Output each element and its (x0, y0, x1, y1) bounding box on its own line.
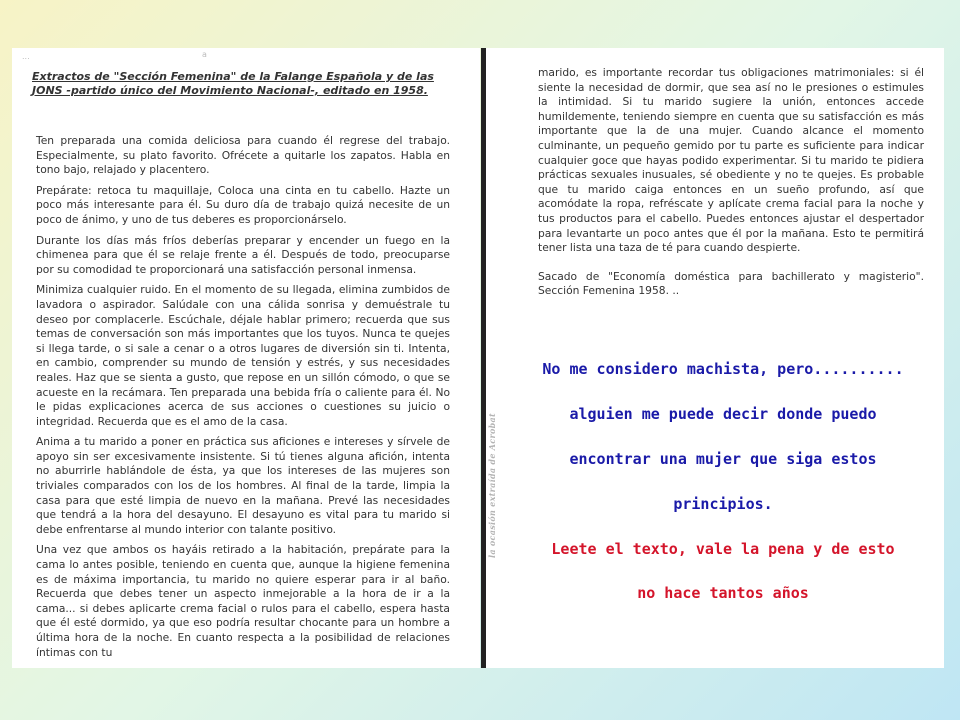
paragraph: Anima a tu marido a poner en práctica sus aficiones e intereses y sírvele de apoyo sin ser excesivamente insistente. Si tú tienes alguna afición, intenta no aburrirle hablándole de ésta, ya que los intereses de las mujeres son triviales comparados con los de los hombres. Al final de la tarde, limpia la casa para que esté limpia de nuevo en la mañana. Prevé las necesidades que tendrá a la hora del desayuno. El desayuno es vital para tu marido si debe enfrentarse al mundo interior con talante positivo. (36, 435, 450, 536)
paragraph: Durante los días más fríos deberías preparar y encender un fuego en la chimenea para que él se relaje frente a él. Después de todo, preocuparse por su comodidad te proporcionará una satisfacción personal inmensa. (36, 233, 450, 276)
scan-noise: a (202, 50, 207, 59)
right-document-page (486, 48, 944, 668)
paragraph: Minimiza cualquier ruido. En el momento de su llegada, elimina zumbidos de lavadora o aspirador. Salúdale con una cálida sonrisa y demuéstrale tu deseo por complacerle. Escúchale, déjale hablar primero; recuerda que sus temas de conversación son más importantes que los tuyos. Nunca te quejes si llega tarde, o si sale a cenar o a otros lugares de diversión sin ti. Intenta, en cambio, comprender su mundo de tensión y estrés, y sus necesidades reales. Haz que se sienta a gusto, que repose en un sillón cómodo, o que se acueste en la recámara. Ten preparada una bebida fría o caliente para él. No le pidas explicaciones acerca de sus acciones o cuestiones su juicio o integridad. Recuerda que es el amo de la casa. (36, 283, 450, 428)
comment-line-4: principios. (673, 495, 773, 513)
document-title: Extractos de "Sección Femenina" de la Falange Española y de las JONS -partido único del Movimiento Nacional-, editado en 1958. (32, 70, 434, 97)
paragraph: marido, es importante recordar tus obligaciones matrimoniales: si él siente la necesidad de dormir, que sea así no le presiones o estimules la intimidad. Si tu marido sugiere la unión, entonces accede humildemente, teniendo siempre en cuenta que su satisfacción es más importante que la de una mujer. Cuando alcance el momento culminante, un pequeño gemido por tu parte es suficiente para indicar cualquier goce que hayas podido experimentar. Si tu marido te pidiera prácticas sexuales inusuales, sé obediente y no te quejes. Es probable que tu marido caiga entonces en un sueño profundo, así que acomódate la ropa, refréscate y aplícate crema facial para la noche y tus productos para el cabello. Puedes entonces ajustar el despertador para levantarte un poco antes que él por la mañana. Esto te permitirá tener lista una taza de té para cuando despierte. (538, 66, 924, 255)
left-text-body (36, 134, 450, 666)
right-text-body (538, 66, 924, 305)
scan-noise: ... (22, 52, 30, 61)
watermark: la ocasión extraída de Acrobat (487, 412, 497, 558)
comment-line-5: Leete el texto, vale la pena y de esto (551, 540, 895, 558)
comment-line-1: No me considero machista, pero.......... (542, 360, 904, 378)
paragraph: Prepárate: retoca tu maquillaje, Coloca una cinta en tu cabello. Hazte un poco más interesante para él. Su duro día de trabajo quizá necesite de un poco de ánimo, y uno de tus deberes es proporcionárselo. (36, 183, 450, 226)
paragraph: Ten preparada una comida deliciosa para cuando él regrese del trabajo. Especialmente, su plato favorito. Ofrécete a quitarle los zapatos. Habla en tono bajo, relajado y placentero. (36, 134, 450, 177)
comment-line-6: no hace tantos años (637, 584, 809, 602)
left-document-page (12, 48, 480, 668)
source-citation: Sacado de "Economía doméstica para bachillerato y magisterio". Sección Femenina 1958. .. (538, 269, 924, 298)
paragraph: Una vez que ambos os hayáis retirado a la habitación, prepárate para la cama lo antes posible, teniendo en cuenta que, aunque la higiene femenina es de máxima importancia, tu marido no quiere esperar para ir al baño. Recuerda que debes tener un aspecto inmejorable a la hora de ir a la cama... si debes aplicarte crema facial o rulos para el cabello, espera hasta que él esté dormido, ya que eso podría resultar chocante para un hombre a última hora de la noche. En cuanto respecta a la posibilidad de relaciones íntimas con tu (36, 543, 450, 659)
comment-line-3: encontrar una mujer que siga estos (569, 450, 877, 468)
comment-line-2: alguien me puede decir donde puedo (569, 405, 877, 423)
